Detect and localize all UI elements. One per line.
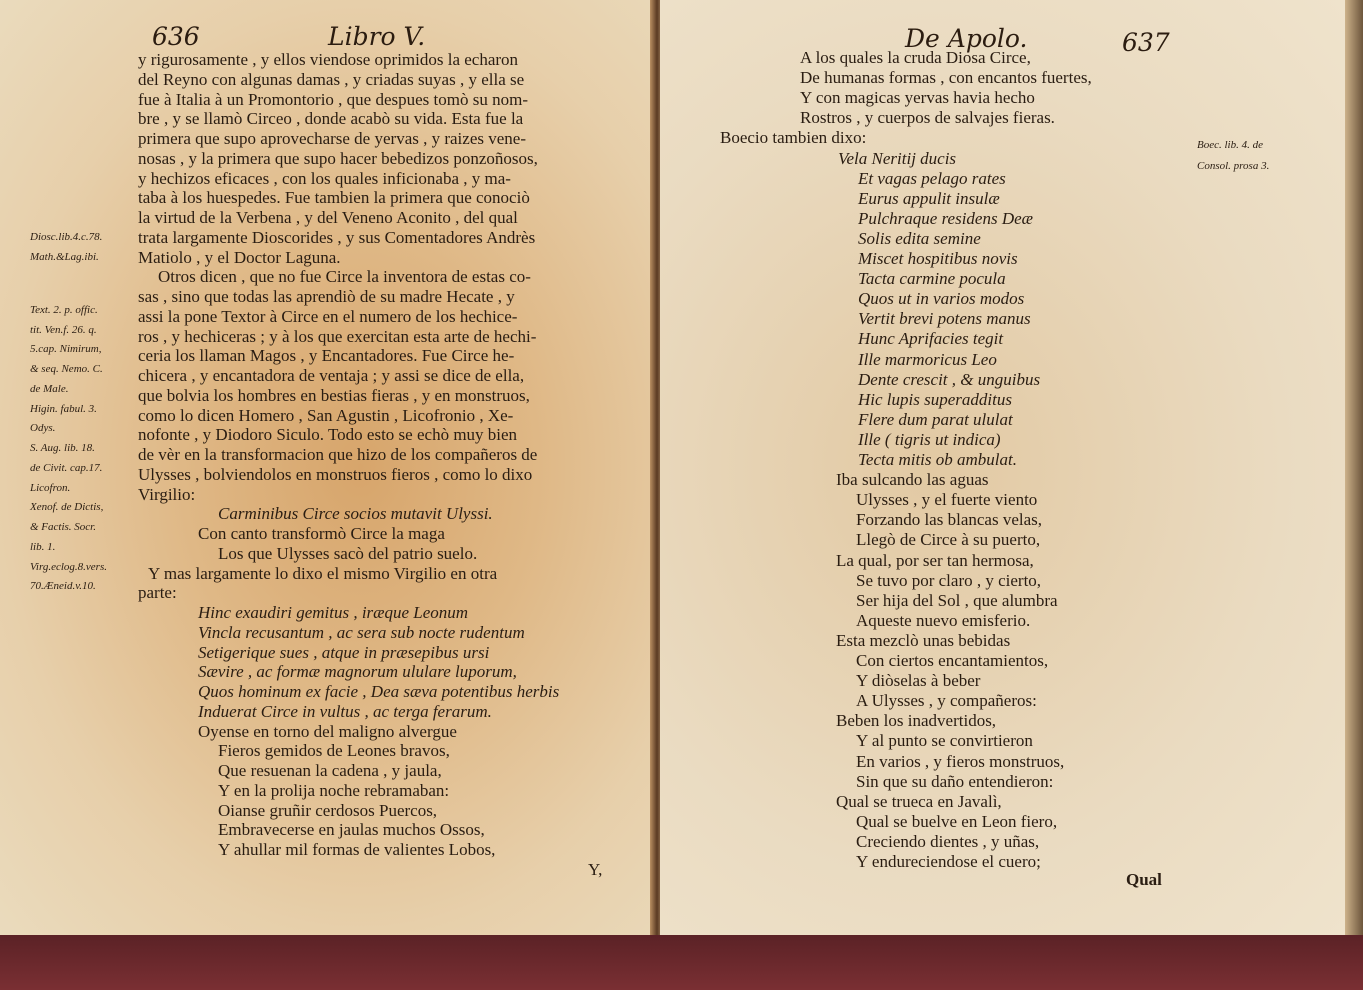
table-surface bbox=[0, 935, 1363, 990]
text-line: Forzando las blancas velas, bbox=[856, 510, 1042, 530]
text-line: Quos ut in varios modos bbox=[858, 289, 1025, 309]
margin-note: Diosc.lib.4.c.78. bbox=[30, 230, 103, 243]
text-line: la virtud de la Verbena , y del Veneno Aconito , del qual bbox=[138, 208, 518, 227]
margin-note: S. Aug. lib. 18. bbox=[30, 442, 95, 455]
text-line: de vèr en la transformacion que hizo de los compañeros de bbox=[138, 445, 538, 464]
margin-note: Boec. lib. 4. de bbox=[1197, 139, 1263, 152]
text-line: Induerat Circe in vultus , ac terga ferarum. bbox=[198, 701, 492, 721]
text-line: sas , sino que todas las aprendiò de su madre Hecate , y bbox=[138, 287, 515, 306]
margin-note: Virg.eclog.8.vers. bbox=[30, 560, 107, 573]
text-line: Ulysses , bolviendolos en monstruos fieros , como lo dixo bbox=[138, 464, 533, 484]
margin-note: 5.cap. Nimirum, bbox=[30, 343, 102, 356]
left-catchword: Y, bbox=[588, 860, 603, 879]
text-line: Ille ( tigris ut indica) bbox=[858, 429, 1001, 449]
text-line: Hunc Aprifacies tegit bbox=[858, 329, 1004, 349]
text-line: Solis edita semine bbox=[858, 228, 981, 248]
text-line: nosas , y la primera que supo hacer bebedizos ponzoñosos, bbox=[138, 148, 538, 168]
text-line: Oianse gruñir cerdosos Puercos, bbox=[218, 800, 438, 820]
left-page-number: 636 bbox=[152, 22, 200, 51]
margin-note: Math.&Lag.ibi. bbox=[30, 250, 99, 263]
text-line: Setigerique sues , atque in præsepibus ursi bbox=[198, 642, 490, 662]
text-line: Miscet hospitibus novis bbox=[858, 249, 1018, 268]
text-line: La qual, por ser tan hermosa, bbox=[836, 550, 1034, 570]
margin-note: tit. Ven.f. 26. q. bbox=[30, 323, 97, 336]
text-line: A los quales la cruda Diosa Circe, bbox=[800, 48, 1031, 67]
right-page-number: 637 bbox=[1122, 28, 1170, 57]
text-line: Con ciertos encantamientos, bbox=[856, 651, 1049, 670]
page-edge bbox=[1345, 0, 1363, 945]
text-line: Pulchraque residens Deæ bbox=[858, 208, 1034, 228]
text-line: Qual se buelve en Leon fiero, bbox=[856, 811, 1058, 831]
text-line: Ille marmoricus Leo bbox=[858, 349, 997, 369]
text-line: Matiolo , y el Doctor Laguna. bbox=[138, 247, 341, 267]
text-line: Ser hija del Sol , que alumbra bbox=[856, 590, 1058, 610]
text-line: Aqueste nuevo emisferio. bbox=[856, 610, 1031, 630]
text-line: Y mas largamente lo dixo el mismo Virgilio en otra bbox=[148, 563, 498, 583]
text-line: Llegò de Circe à su puerto, bbox=[856, 530, 1041, 550]
text-line: Ulysses , y el fuerte viento bbox=[856, 490, 1038, 510]
text-line: Flere dum parat ululat bbox=[858, 409, 1013, 429]
text-line: assi la pone Textor à Circe en el numero de los hechice- bbox=[138, 306, 518, 326]
margin-note: Text. 2. p. offic. bbox=[30, 303, 98, 316]
text-line: y hechizos eficaces , con los quales inficionaba , y ma- bbox=[138, 168, 511, 188]
text-line: del Reyno con algunas damas , y criadas suyas , y ella se bbox=[138, 69, 525, 89]
margin-note: Xenof. de Dictis, bbox=[30, 501, 104, 514]
text-line: que bolvia los hombres en bestias fieras , y en monstruos, bbox=[138, 385, 530, 405]
text-line: A Ulysses , y compañeros: bbox=[856, 691, 1037, 711]
text-line: taba à los huespedes. Fue tambien la primera que conociò bbox=[138, 188, 530, 208]
text-line: Tacta carmine pocula bbox=[858, 269, 1006, 289]
text-line: Beben los inadvertidos, bbox=[836, 711, 997, 731]
text-line: Hinc exaudiri gemitus , iræque Leonum bbox=[198, 603, 469, 622]
text-line: Vela Neritij ducis bbox=[838, 148, 957, 168]
text-line: Con canto transformò Circe la maga bbox=[198, 524, 445, 543]
text-line: nofonte , y Diodoro Siculo. Todo esto se echò muy bien bbox=[138, 425, 518, 445]
text-line: Boecio tambien dixo: bbox=[720, 128, 867, 148]
text-line: trata largamente Dioscorides , y sus Comentadores Andrès bbox=[138, 227, 536, 247]
text-line: Tecta mitis ob ambulat. bbox=[858, 450, 1017, 469]
text-line: Y al punto se convirtieron bbox=[856, 731, 1033, 751]
text-line: Dente crescit , & unguibus bbox=[858, 369, 1041, 389]
margin-note: Higin. fabul. 3. bbox=[30, 402, 97, 415]
left-running-head: Libro V. bbox=[328, 22, 426, 51]
text-line: ceria los llaman Magos , y Encantadores. Fue Circe he- bbox=[138, 346, 515, 366]
text-line: Y con magicas yervas havia hecho bbox=[800, 88, 1035, 108]
text-line: Y diòselas à beber bbox=[856, 671, 981, 691]
text-line: primera que supo aprovecharse de yervas , y raizes vene- bbox=[138, 129, 526, 148]
text-line: Qual se trueca en Javalì, bbox=[836, 791, 1002, 811]
text-line: parte: bbox=[138, 583, 177, 603]
text-line: Hic lupis superadditus bbox=[858, 389, 1012, 409]
text-line: Fieros gemidos de Leones bravos, bbox=[218, 741, 450, 761]
text-line: Y en la prolija noche rebramaban: bbox=[218, 780, 450, 800]
text-line: Y endureciendose el cuero; bbox=[856, 852, 1041, 871]
margin-note: 70.Æneid.v.10. bbox=[30, 580, 96, 593]
text-line: Carminibus Circe socios mutavit Ulyssi. bbox=[218, 504, 493, 524]
text-line: Vincla recusantum , ac sera sub nocte rudentum bbox=[198, 622, 525, 642]
text-line: Eurus appulit insulæ bbox=[858, 188, 1000, 208]
text-line: Quos hominum ex facie , Dea sæva potentibus herbis bbox=[198, 682, 560, 701]
text-line: Los que Ulysses sacò del patrio suelo. bbox=[218, 543, 478, 563]
text-line: Esta mezclò unas bebidas bbox=[836, 630, 1011, 650]
text-line: Que resuenan la cadena , y jaula, bbox=[218, 761, 442, 780]
text-line: Se tuvo por claro , y cierto, bbox=[856, 570, 1042, 590]
margin-note: & seq. Nemo. C. bbox=[30, 363, 103, 376]
text-line: Y ahullar mil formas de valientes Lobos, bbox=[218, 840, 496, 859]
margin-note: Consol. prosa 3. bbox=[1197, 159, 1270, 172]
text-line: Sævire , ac formæ magnorum ululare luporum, bbox=[198, 662, 517, 682]
margin-note: de Civit. cap.17. bbox=[30, 461, 103, 474]
text-line: Iba sulcando las aguas bbox=[836, 470, 989, 490]
text-line: En varios , y fieros monstruos, bbox=[856, 751, 1065, 771]
right-catchword: Qual bbox=[1126, 870, 1162, 889]
text-line: Vertit brevi potens manus bbox=[858, 309, 1031, 329]
right-page bbox=[660, 0, 1345, 935]
text-line: Embravecerse en jaulas muchos Ossos, bbox=[218, 820, 485, 840]
text-line: Creciendo dientes , y uñas, bbox=[856, 831, 1040, 851]
text-line: Oyense en torno del maligno alvergue bbox=[198, 721, 457, 741]
text-line: De humanas formas , con encantos fuertes, bbox=[800, 68, 1092, 88]
text-line: bre , y se llamò Circeo , donde acabò su vida. Esta fue la bbox=[138, 109, 524, 129]
text-line: fue à Italia à un Promontorio , que despues tomò su nom- bbox=[138, 89, 528, 109]
text-line: Rostros , y cuerpos de salvajes fieras. bbox=[800, 108, 1055, 128]
text-line: y rigurosamente , y ellos viendose oprimidos la echaron bbox=[138, 50, 519, 69]
text-line: Otros dicen , que no fue Circe la inventora de estas co- bbox=[158, 267, 531, 287]
text-line: Virgilio: bbox=[138, 484, 196, 504]
margin-note: lib. 1. bbox=[30, 540, 56, 553]
text-line: chicera , y encantadora de ventaja ; y assi se dice de ella, bbox=[138, 366, 525, 385]
margin-note: Odys. bbox=[30, 422, 56, 435]
text-line: Sin que su daño entendieron: bbox=[856, 771, 1054, 791]
margin-note: Licofron. bbox=[30, 481, 71, 494]
text-line: como lo dicen Homero , San Agustin , Licofronio , Xe- bbox=[138, 405, 514, 425]
text-line: Et vagas pelago rates bbox=[858, 168, 1006, 188]
right-running-head: De Apolo. bbox=[905, 24, 1028, 53]
margin-note: & Factis. Socr. bbox=[30, 521, 96, 534]
margin-note: de Male. bbox=[30, 382, 69, 395]
left-page bbox=[0, 0, 655, 935]
text-line: ros , y hechiceras ; y à los que exercitan esta arte de hechi- bbox=[138, 326, 537, 346]
